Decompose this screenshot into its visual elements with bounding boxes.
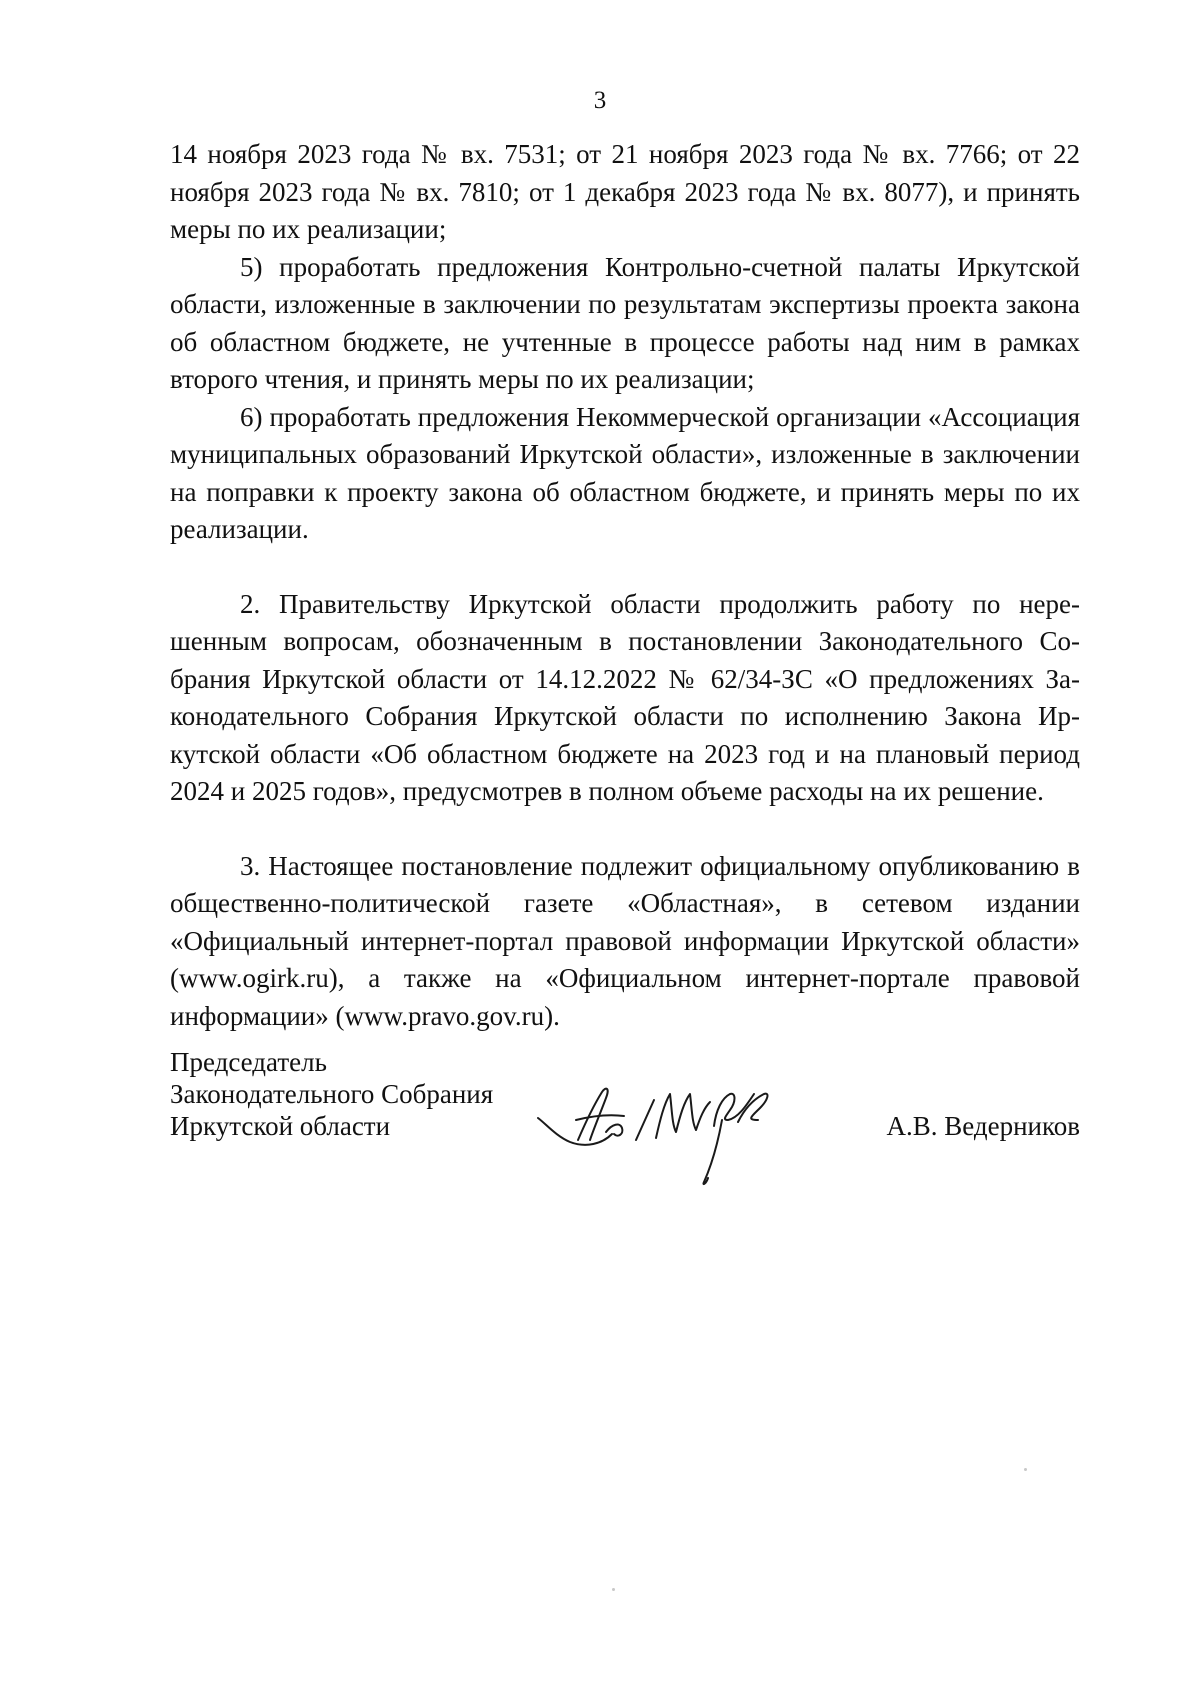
signer-position-line: Иркутской области — [170, 1111, 391, 1141]
paragraph-item-5: 5) проработать предложения Контрольно-счетной палаты Иркутской области, изложенные в заключении по результатам экспертизы проекта закона об областном бюджете, не учтенные в процессе работы над ним в рамках второго чтения, и принять меры по их реализации; — [170, 251, 1080, 394]
page-number: 3 — [593, 87, 607, 114]
paragraph-continuation: 14 ноября 2023 года № вх. 7531; от 21 ноября 2023 года № вх. 7766; от 22 ноября 2023 года № вх. 7810; от 1 декабря 2023 года № вх. 8077), и принять меры по их реализации; — [170, 139, 1080, 244]
paragraph-point-2: 2. Правительству Иркутской области продолжить работу по нерешенным вопросам, обозначенным в постановлении Законодательного Собрания Иркутской области от 14.12.2022 № 62/34-ЗС «О предложениях Законодательного Собрания Иркутской области по исполнению Закона Иркутской области «Об областном бюджете на 2023 год и на плановый период 2024 и 2025 годов», предусмотрев в полном объеме расходы на их решение. — [170, 588, 1080, 806]
signer-name: А.В. Ведерников — [886, 1111, 1080, 1141]
signer-position — [170, 1046, 530, 1142]
signer-position-line: Законодательного Собрания — [170, 1079, 494, 1109]
paragraph-item-6: 6) проработать предложения Некоммерческой организации «Ассоциация муниципальных образований Иркутской области», изложенные в заключении на поправки к проекту закона об областном бюджете, и принять меры по их реализации. — [170, 401, 1080, 544]
signer-position-line: Председатель — [170, 1047, 327, 1077]
signature-block — [170, 1046, 1080, 1186]
document-body — [170, 136, 1080, 1035]
handwritten-signature — [532, 1080, 792, 1190]
scan-speck — [612, 1588, 615, 1591]
scan-speck — [1024, 1468, 1027, 1471]
paragraph-point-3: 3. Настоящее постановление подлежит официальному опубликованию в общественно-политической газете «Областная», в сетевом издании «Официальный интернет-портал правовой информации Иркутской области» (www.ogirk.ru), а также на «Официальном интернет-портале правовой информации» (www.pravo.gov.ru). — [170, 850, 1080, 1031]
